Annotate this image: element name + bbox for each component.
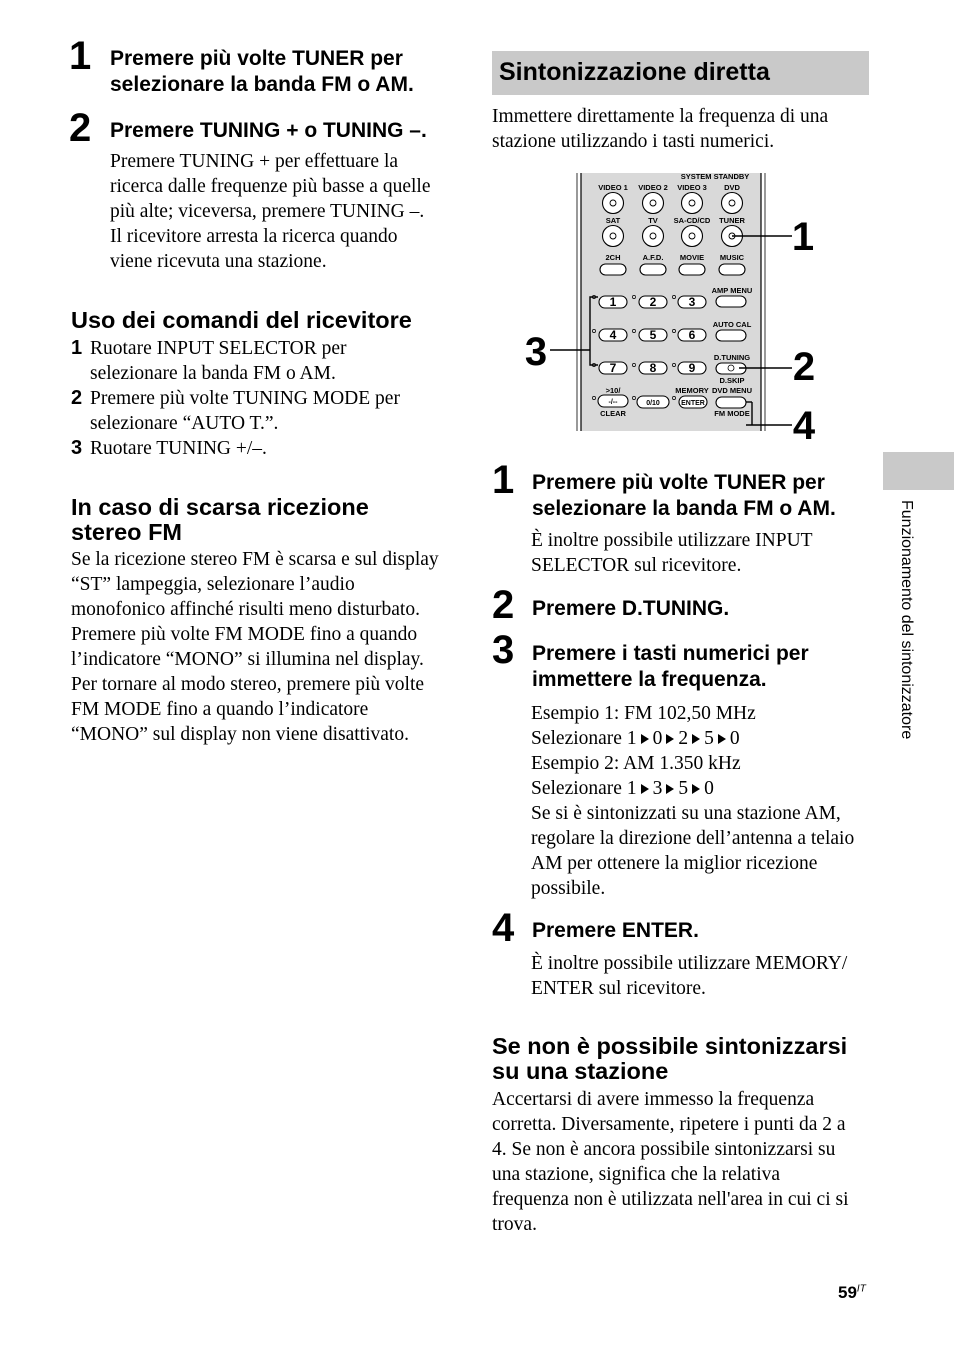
callout-2: 2 (792, 345, 816, 389)
arrow-icon (641, 734, 649, 744)
step-heading-numeric-keys: Premere i tasti numerici per immettere la frequenza. (532, 642, 809, 691)
label-enter: ENTER (681, 400, 705, 407)
label-tuner: TUNER (719, 216, 745, 225)
sequence-digit: 0 (704, 778, 714, 799)
list-item: 2 Premere più volte TUNING MODE per selezionare “AUTO T.”. (71, 387, 400, 434)
label-d-tuning: D.TUNING (713, 353, 751, 362)
label-dash: -/-- (608, 399, 618, 406)
label-movie: MOVIE (679, 253, 705, 262)
step-number-1: 1 (69, 34, 92, 78)
step-number-2: 2 (69, 106, 92, 150)
intro-paragraph: Immettere direttamente la frequenza di una stazione utilizzando i tasti numerici. (492, 106, 829, 152)
paragraph-non-possibile: Accertarsi di avere immesso la frequenza corretta. Diversamente, ripetere i punti da 2 a 4. Se non è ancora possibile sintonizzarsi su una stazione, significa che la relativa frequenza non è utilizzata nell'area in cui ci si trova. (492, 1089, 849, 1235)
numeric-key-label: 3 (688, 295, 696, 309)
callout-1: 1 (791, 215, 815, 259)
label-zero10: 0/10 (646, 400, 660, 407)
step-heading-select-band: Premere più volte TUNER per selezionare la banda FM o AM. (110, 47, 414, 96)
label-video3: VIDEO 3 (677, 183, 707, 192)
heading-non-possibile: Se non è possibile sintonizzarsi su una stazione (492, 1033, 848, 1084)
label-dvd-menu: DVD MENU (711, 386, 753, 395)
numeric-key-label: 4 (609, 328, 617, 342)
step-heading-select-band: Premere più volte TUNER per selezionare la banda FM o AM. (532, 471, 836, 520)
step-heading-tuning: Premere TUNING + o TUNING –. (110, 119, 427, 142)
remote-control-illustration (520, 165, 850, 440)
label-gt10: >10/ (605, 386, 621, 395)
heading-scarsa-ricezione: In caso di scarsa ricezione stereo FM (71, 494, 369, 545)
step-number-2: 2 (492, 583, 515, 627)
label-tv: TV (648, 216, 658, 225)
arrow-icon (692, 734, 700, 744)
label-sat: SAT (605, 216, 621, 225)
side-tab-label: Funzionamento del sintonizzatore (898, 500, 915, 740)
label-system-standby: SYSTEM STANDBY (680, 172, 750, 181)
step-heading-d-tuning: Premere D.TUNING. (532, 597, 730, 620)
label-memory: MEMORY (675, 386, 709, 395)
label-2ch: 2CH (605, 253, 621, 262)
sequence-digit: 5 (704, 728, 714, 749)
page-number: $59^{IT}$ (838, 1283, 866, 1302)
step-number-3: 3 (492, 628, 515, 672)
sequence-digit: 5 (678, 778, 689, 799)
step-heading-enter: Premere ENTER. (532, 919, 699, 942)
step-body-input-selector: È inoltre possibile utilizzare INPUT SELECTOR sul ricevitore. (531, 530, 813, 576)
sequence-digit: 1 (626, 778, 637, 799)
step-body-memory-enter: È inoltre possibile utilizzare MEMORY/ ENTER sul ricevitore. (531, 953, 848, 999)
side-tab-marker (883, 452, 954, 490)
step-body-tuning: Premere TUNING + per effettuare la ricerca dalle frequenze più basse a quelle più alte; viceversa, premere TUNING –. Il ricevitore arresta la ricerca quando viene ricevuta una stazione. (110, 151, 431, 272)
paragraph-scarsa-ricezione: Se la ricezione stereo FM è scarsa e sul display “ST” lampeggia, selezionare l’audio monofonico affinché risulti meno disturbato. Premere più volte FM MODE fino a quando l’indicatore “MONO” si illumina nel display. Per tornare al modo stereo, premere più volte FM MODE fino a quando l’indicatore “MONO” sul display non viene disattivato. (71, 549, 439, 745)
step-number-4: 4 (492, 906, 515, 950)
sequence-digit: 1 (626, 728, 637, 749)
numeric-keypad (599, 295, 706, 375)
label-d-skip: D.SKIP (719, 376, 745, 385)
step-number-1: 1 (492, 458, 515, 502)
numeric-key-label: 6 (688, 328, 696, 342)
label-afd: A.F.D. (642, 253, 664, 262)
step-body-examples: Esempio 1: FM 102,50 MHz Selezionare 1 0 2 5 0 Esempio 2: AM 1.350 kHz Selezionare 1 3 5 0 Se si è sintonizzati su una stazione AM, regolare la direzione dell’antenna a telaio AM per ottenere la miglior ricezione possibile. (531, 703, 855, 899)
arrow-icon (692, 784, 700, 794)
sequence-digit: 2 (678, 728, 689, 749)
label-video2: VIDEO 2 (638, 183, 668, 192)
arrow-icon (641, 784, 649, 794)
label-sacd: SA-CD/CD (673, 216, 711, 225)
sequence-digit: 0 (652, 728, 663, 749)
sequence-digit: 0 (729, 728, 740, 749)
numeric-key-label: 8 (649, 361, 657, 375)
arrow-icon (666, 734, 674, 744)
sequence-example-2: Selezionare 1 3 5 0 (531, 778, 714, 799)
numeric-key-label: 2 (649, 295, 657, 309)
section-title: Sintonizzazione diretta (499, 58, 770, 86)
label-amp-menu: AMP MENU (711, 286, 753, 295)
label-music: MUSIC (719, 253, 745, 262)
callout-3: 3 (524, 330, 548, 374)
callout-4: 4 (792, 404, 816, 440)
heading-uso-comandi: Uso dei comandi del ricevitore (71, 307, 412, 333)
arrow-icon (718, 734, 726, 744)
list-item: 3 Ruotare TUNING +/–. (71, 437, 267, 459)
numeric-key-label: 5 (649, 328, 657, 342)
arrow-icon (666, 784, 674, 794)
sequence-digit: 3 (652, 778, 663, 799)
numeric-key-label: 9 (688, 361, 696, 375)
label-clear: CLEAR (600, 409, 626, 418)
label-auto-cal: AUTO CAL (712, 320, 752, 329)
label-dvd: DVD (724, 183, 740, 192)
numeric-key-label: 7 (609, 361, 617, 375)
numeric-key-label: 1 (609, 295, 617, 309)
list-item: 1 Ruotare INPUT SELECTOR per selezionare la banda FM o AM. (71, 337, 347, 384)
sequence-example-1: Selezionare 1 0 2 5 0 (531, 728, 740, 749)
label-video1: VIDEO 1 (598, 183, 628, 192)
label-fm-mode: FM MODE (714, 409, 750, 418)
